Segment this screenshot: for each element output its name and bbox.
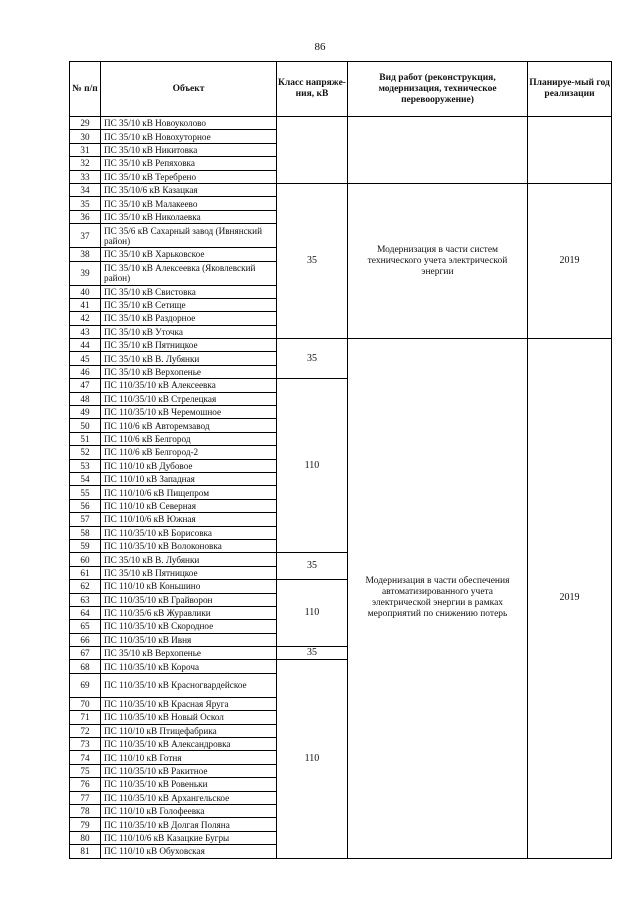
object-name: ПС 110/10 кВ Северная <box>101 499 277 512</box>
voltage-class-cell <box>277 117 348 184</box>
header-object: Объект <box>101 62 277 117</box>
object-name: ПС 110/35/10 кВ Ракитное <box>101 764 277 777</box>
object-name: ПС 110/10 кВ Коньшино <box>101 580 277 593</box>
row-number: 45 <box>70 352 101 365</box>
object-name: ПС 110/35/10 кВ Александровка <box>101 738 277 751</box>
row-number: 46 <box>70 365 101 378</box>
object-name: ПС 110/6 кВ Авторемзавод <box>101 419 277 432</box>
object-name: ПС 35/10 кВ Харьковское <box>101 248 277 261</box>
object-name: ПС 35/10 кВ Никитовка <box>101 143 277 156</box>
planned-year-cell: 2019 <box>528 339 612 858</box>
header-planned-year: Планируе-мый год реализации <box>528 62 612 117</box>
row-number: 38 <box>70 248 101 261</box>
row-number: 29 <box>70 117 101 130</box>
header-voltage-class: Класс напряже-ния, кВ <box>277 62 348 117</box>
object-name: ПС 35/10 кВ Верхопенье <box>101 365 277 378</box>
object-name: ПС 110/35/10 кВ Ивня <box>101 633 277 646</box>
row-number: 65 <box>70 620 101 633</box>
object-name: ПС 35/10 кВ Малакеево <box>101 197 277 210</box>
object-name: ПС 35/10 кВ Репяховка <box>101 157 277 170</box>
row-number: 73 <box>70 738 101 751</box>
object-name: ПС 110/35/10 кВ Стрелецкая <box>101 392 277 405</box>
voltage-class-cell: 35 <box>277 339 348 379</box>
work-type-cell: Модернизация в части систем технического учета электрической энергии <box>348 183 528 338</box>
row-number: 40 <box>70 285 101 298</box>
voltage-class-cell: 35 <box>277 647 348 660</box>
row-number: 47 <box>70 379 101 392</box>
object-name: ПС 110/35/10 кВ Черемошное <box>101 406 277 419</box>
work-type-cell <box>348 117 528 184</box>
row-number: 31 <box>70 143 101 156</box>
object-name: ПС 110/10 кВ Птицефабрика <box>101 724 277 737</box>
row-number: 63 <box>70 593 101 606</box>
object-name: ПС 110/10/6 кВ Пищепром <box>101 486 277 499</box>
object-name: ПС 35/10 кВ Новоуколово <box>101 117 277 130</box>
row-number: 74 <box>70 751 101 764</box>
table-row <box>70 117 612 130</box>
object-name: ПС 35/10 кВ Николаевка <box>101 210 277 223</box>
object-name: ПС 110/10 кВ Западная <box>101 472 277 485</box>
object-name: ПС 35/10 кВ Сетище <box>101 298 277 311</box>
header-work-type: Вид работ (реконструкция, модернизация, техническое перевооружение) <box>348 62 528 117</box>
row-number: 36 <box>70 210 101 223</box>
object-name: ПС 110/6 кВ Белгород <box>101 432 277 445</box>
row-number: 60 <box>70 553 101 566</box>
row-number: 76 <box>70 778 101 791</box>
header-num: № п/п <box>70 62 101 117</box>
object-name: ПС 110/35/10 кВ Новый Оскол <box>101 711 277 724</box>
row-number: 55 <box>70 486 101 499</box>
row-number: 64 <box>70 606 101 619</box>
object-name: ПС 35/10 кВ В. Лубянки <box>101 352 277 365</box>
object-name: ПС 110/35/10 кВ Ровеньки <box>101 778 277 791</box>
object-name: ПС 110/10 кВ Голофеевка <box>101 804 277 817</box>
row-number: 80 <box>70 831 101 844</box>
object-name: ПС 110/35/6 кВ Журавлики <box>101 606 277 619</box>
row-number: 56 <box>70 499 101 512</box>
voltage-class-cell: 110 <box>277 580 348 647</box>
row-number: 48 <box>70 392 101 405</box>
object-name: ПС 35/10 кВ Раздорное <box>101 312 277 325</box>
row-number: 52 <box>70 446 101 459</box>
object-name: ПС 35/10 кВ Верхопенье <box>101 647 277 660</box>
row-number: 62 <box>70 580 101 593</box>
object-name: ПС 35/6 кВ Сахарный завод (Ивнянский район) <box>101 224 277 248</box>
object-name: ПС 110/6 кВ Белгород-2 <box>101 446 277 459</box>
row-number: 42 <box>70 312 101 325</box>
object-name: ПС 110/35/10 кВ Короча <box>101 660 277 673</box>
works-table <box>69 61 612 859</box>
voltage-class-cell: 35 <box>277 553 348 580</box>
row-number: 77 <box>70 791 101 804</box>
row-number: 35 <box>70 197 101 210</box>
row-number: 44 <box>70 339 101 352</box>
object-name: ПС 110/35/10 кВ Скородное <box>101 620 277 633</box>
row-number: 41 <box>70 298 101 311</box>
object-name: ПС 35/10 кВ Теребрено <box>101 170 277 183</box>
object-name: ПС 110/10/6 кВ Южная <box>101 513 277 526</box>
row-number: 69 <box>70 673 101 697</box>
object-name: ПС 35/10 кВ Алексеевка (Яковлевский район) <box>101 261 277 285</box>
object-name: ПС 35/10 кВ Пятницкое <box>101 566 277 579</box>
planned-year-cell <box>528 117 612 184</box>
row-number: 37 <box>70 224 101 248</box>
row-number: 78 <box>70 804 101 817</box>
row-number: 67 <box>70 647 101 660</box>
row-number: 53 <box>70 459 101 472</box>
table-row <box>70 183 612 196</box>
row-number: 58 <box>70 526 101 539</box>
table-body <box>70 117 612 859</box>
object-name: ПС 35/10/6 кВ Казацкая <box>101 183 277 196</box>
row-number: 49 <box>70 406 101 419</box>
page-number: 86 <box>314 41 326 53</box>
row-number: 59 <box>70 539 101 552</box>
object-name: ПС 110/10 кВ Обуховская <box>101 845 277 858</box>
object-name: ПС 35/10 кВ В. Лубянки <box>101 553 277 566</box>
row-number: 68 <box>70 660 101 673</box>
object-name: ПС 35/10 кВ Уточка <box>101 325 277 338</box>
object-name: ПС 110/10/6 кВ Казацкие Бугры <box>101 831 277 844</box>
object-name: ПС 110/35/10 кВ Грайворон <box>101 593 277 606</box>
row-number: 50 <box>70 419 101 432</box>
row-number: 75 <box>70 764 101 777</box>
object-name: ПС 110/35/10 кВ Архангельское <box>101 791 277 804</box>
row-number: 72 <box>70 724 101 737</box>
row-number: 71 <box>70 711 101 724</box>
row-number: 39 <box>70 261 101 285</box>
planned-year-cell: 2019 <box>528 183 612 338</box>
object-name: ПС 35/10 кВ Новохуторное <box>101 130 277 143</box>
row-number: 33 <box>70 170 101 183</box>
object-name: ПС 110/35/10 кВ Красная Яруга <box>101 697 277 710</box>
object-name: ПС 35/10 кВ Свистовка <box>101 285 277 298</box>
row-number: 43 <box>70 325 101 338</box>
row-number: 70 <box>70 697 101 710</box>
row-number: 61 <box>70 566 101 579</box>
row-number: 32 <box>70 157 101 170</box>
object-name: ПС 35/10 кВ Пятницкое <box>101 339 277 352</box>
object-name: ПС 110/10 кВ Готня <box>101 751 277 764</box>
row-number: 66 <box>70 633 101 646</box>
object-name: ПС 110/10 кВ Дубовое <box>101 459 277 472</box>
row-number: 51 <box>70 432 101 445</box>
row-number: 81 <box>70 845 101 858</box>
table-header-row <box>70 62 612 117</box>
row-number: 30 <box>70 130 101 143</box>
object-name: ПС 110/35/10 кВ Волоконовка <box>101 539 277 552</box>
table-row <box>70 339 612 352</box>
row-number: 54 <box>70 472 101 485</box>
object-name: ПС 110/35/10 кВ Алексеевка <box>101 379 277 392</box>
voltage-class-cell: 110 <box>277 660 348 858</box>
object-name: ПС 110/35/10 кВ Борисовка <box>101 526 277 539</box>
object-name: ПС 110/35/10 кВ Долгая Поляна <box>101 818 277 831</box>
voltage-class-cell: 110 <box>277 379 348 553</box>
voltage-class-cell: 35 <box>277 183 348 338</box>
row-number: 57 <box>70 513 101 526</box>
work-type-cell: Модернизация в части обеспечения автоматизированного учета электрической энергии в рамках мероприятий по снижению потерь <box>348 339 528 858</box>
row-number: 79 <box>70 818 101 831</box>
object-name: ПС 110/35/10 кВ Красногвардейское <box>101 673 277 697</box>
row-number: 34 <box>70 183 101 196</box>
